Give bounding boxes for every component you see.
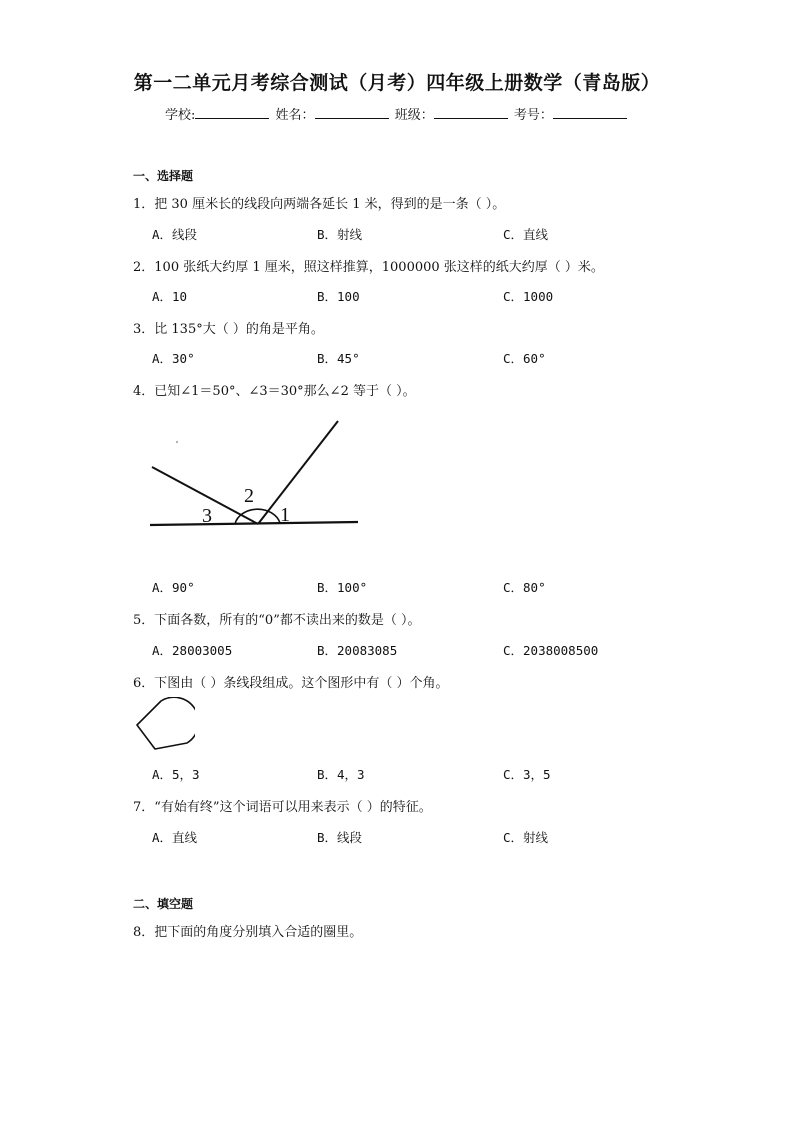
question-5: 5．下面各数，所有的“0”都不读出来的数是（ ）。 bbox=[133, 613, 421, 628]
student-info-line bbox=[165, 104, 629, 123]
question-2-option-b[interactable]: B．100 bbox=[317, 289, 360, 304]
question-3-option-a[interactable]: A．30° bbox=[152, 351, 195, 366]
question-2-option-a[interactable]: A．10 bbox=[152, 289, 188, 304]
question-6-option-b[interactable]: B．4，3 bbox=[317, 767, 365, 782]
class-blank[interactable] bbox=[434, 106, 508, 119]
question-1-option-b[interactable]: B．射线 bbox=[317, 227, 363, 242]
question-7-option-c[interactable]: C．射线 bbox=[503, 830, 549, 845]
right-ray bbox=[258, 421, 338, 524]
question-7-option-a[interactable]: A．直线 bbox=[152, 830, 198, 845]
section-heading-fill-blank: 二、填空题 bbox=[133, 897, 194, 911]
exam-number-label: 考号： bbox=[513, 108, 553, 123]
section-heading-choice: 一、选择题 bbox=[133, 169, 194, 183]
segments-and-arc-shape bbox=[137, 697, 195, 749]
name-blank[interactable] bbox=[315, 106, 389, 119]
question-6: 6．下图由（ ）条线段组成。这个图形中有（ ）个角。 bbox=[133, 676, 449, 691]
question-4-option-c[interactable]: C．80° bbox=[503, 580, 546, 595]
question-7-option-b[interactable]: B．线段 bbox=[317, 830, 363, 845]
angle-label-1: 1 bbox=[280, 504, 290, 526]
question-2: 2．100 张纸大约厚 1 厘米，照这样推算，1000000 张这样的纸大约厚（ ）米。 bbox=[133, 260, 604, 275]
speck-dot bbox=[176, 441, 178, 443]
question-1-option-c[interactable]: C．直线 bbox=[503, 227, 549, 242]
question-5-option-b[interactable]: B．20083085 bbox=[317, 643, 398, 658]
question-3: 3．比 135°大（ ）的角是平角。 bbox=[133, 322, 324, 337]
page-title: 第一二单元月考综合测试（月考）四年级上册数学（青岛版） bbox=[133, 72, 661, 94]
question-5-option-a[interactable]: A．28003005 bbox=[152, 643, 233, 658]
name-label: 姓名： bbox=[275, 108, 315, 123]
question-5-option-c[interactable]: C．2038008500 bbox=[503, 643, 599, 658]
question-1: 1．把 30 厘米长的线段向两端各延长 1 米，得到的是一条（ ）。 bbox=[133, 197, 506, 212]
angle-diagram bbox=[140, 415, 370, 535]
angle-arc bbox=[235, 509, 280, 524]
angle-label-3: 3 bbox=[202, 505, 212, 527]
angle-label-2: 2 bbox=[244, 485, 254, 507]
class-label: 班级： bbox=[394, 108, 434, 123]
exam-number-blank[interactable] bbox=[553, 106, 627, 119]
question-4-option-a[interactable]: A．90° bbox=[152, 580, 195, 595]
question-3-option-c[interactable]: C．60° bbox=[503, 351, 546, 366]
question-3-option-b[interactable]: B．45° bbox=[317, 351, 360, 366]
shape-diagram bbox=[133, 697, 195, 753]
question-2-option-c[interactable]: C．1000 bbox=[503, 289, 554, 304]
question-6-option-c[interactable]: C．3，5 bbox=[503, 767, 551, 782]
question-4-option-b[interactable]: B．100° bbox=[317, 580, 368, 595]
school-blank[interactable] bbox=[195, 106, 269, 119]
question-1-option-a[interactable]: A．线段 bbox=[152, 227, 198, 242]
question-7: 7．“有始有终”这个词语可以用来表示（ ）的特征。 bbox=[133, 800, 432, 815]
question-8: 8．把下面的角度分别填入合适的圈里。 bbox=[133, 925, 363, 940]
question-6-option-a[interactable]: A．5，3 bbox=[152, 767, 200, 782]
question-4: 4．已知∠1＝50°、∠3＝30°那么∠2 等于（ ）。 bbox=[133, 384, 416, 399]
school-label: 学校: bbox=[165, 108, 196, 123]
